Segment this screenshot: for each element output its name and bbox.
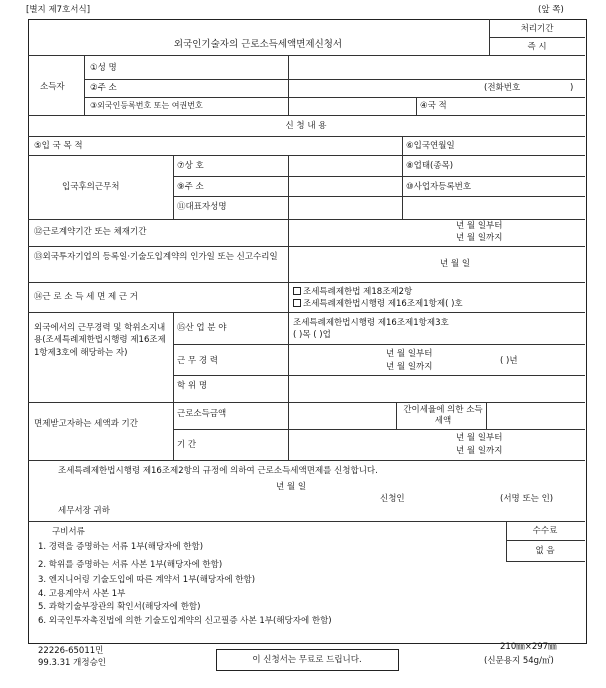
- entry-purpose-label: ⑤입 국 목 적: [34, 141, 83, 151]
- paper-type: (신문용지 54g/㎡): [484, 656, 554, 666]
- employer-label: 입국후의근무처: [62, 182, 120, 192]
- document-item: 6. 외국인투자촉진법에 의한 기술도입계약의 신고필증 사본 1부(해당자에 한함): [38, 616, 332, 626]
- income-earner-label: 소득자: [40, 82, 65, 92]
- period-label: 기 간: [177, 440, 197, 450]
- checkbox-icon: [293, 287, 301, 295]
- section-title: 신 청 내 용: [285, 121, 327, 131]
- address-label: ②주 소: [90, 83, 117, 93]
- entry-date-label: ⑥입국연월일: [406, 141, 455, 151]
- declaration-date: 년 월 일: [276, 482, 307, 492]
- simple-tax-label: 간이세율에 의한 소득세액: [403, 405, 483, 427]
- signature-label: (서명 또는 인): [500, 494, 554, 504]
- exempt-tax-label: 면제받고자하는 세액과 기간: [34, 419, 138, 429]
- business-reg-label: ⑩사업자등록번호: [406, 182, 472, 192]
- industry-value-2: ( )목 ( )업: [293, 330, 331, 340]
- exemption-option-1[interactable]: [293, 287, 412, 297]
- processing-period-value: 즉 시: [527, 42, 547, 52]
- work-from: 년 월 일부터: [386, 349, 433, 359]
- degree-label: 학 위 명: [177, 381, 208, 391]
- nationality-label: ④국 적: [420, 101, 447, 111]
- income-amount-label: 근로소득금액: [177, 409, 227, 419]
- foreign-investment-label: ⑬외국투자기업의 등록일·기술도입계약의 인가일 또는 신고수리일: [34, 252, 278, 262]
- page-side-note: (앞 쪽): [538, 5, 564, 15]
- exemption-ground-label: ⑭근 로 소 득 세 면 제 근 거: [34, 292, 139, 302]
- phone-label: (전화번호: [484, 83, 521, 93]
- fee-value: 없 음: [535, 546, 555, 556]
- name-label: ①성 명: [90, 63, 117, 73]
- career-label: 외국에서의 근무경력 및 학위소지내용(조세특례제한법시행령 제16조제1항제3호에 해당하는 자): [34, 323, 166, 358]
- work-career-label: 근 무 경 력: [177, 356, 218, 366]
- industry-value-1: 조세특례제한법시행령 제16조제1항제3호: [293, 318, 449, 328]
- free-notice: 이 신청서는 무료로 드립니다.: [252, 655, 362, 665]
- exemption-option-1-text: 조세특례제한법 제18조제2항: [303, 287, 413, 297]
- contract-from: 년 월 일부터: [456, 221, 503, 231]
- processing-period-label: 처리기간: [520, 24, 554, 34]
- period-from: 년 월 일부터: [456, 433, 503, 443]
- contract-period-label: ⑫근로계약기간 또는 체재기간: [34, 227, 147, 237]
- recipient: 세무서장 귀하: [58, 506, 110, 516]
- period-to: 년 월 일까지: [456, 446, 503, 456]
- applicant-label: 신청인: [380, 494, 405, 504]
- business-type-label: ⑧업태(종목): [406, 161, 454, 171]
- document-item: 2. 학위를 증명하는 서류 사본 1부(해당자에 한함): [38, 560, 223, 570]
- document-item: 3. 엔지니어링 기술도입에 따른 계약서 1부(해당자에 한함): [38, 575, 256, 585]
- name-field[interactable]: [290, 64, 580, 76]
- exemption-option-2[interactable]: [293, 299, 463, 309]
- paper-size: 210㎜×297㎜: [500, 642, 557, 652]
- employer-address-label: ⑨주 소: [177, 182, 204, 192]
- document-item: 4. 고용계약서 사본 1부: [38, 589, 126, 599]
- form-number: [별지 제7호서식]: [26, 5, 91, 15]
- exemption-option-2-text: 조세특례제한법시행령 제16조제1항제( )호: [303, 299, 463, 309]
- document-item: 1. 경력을 증명하는 서류 1부(해당자에 한함): [38, 542, 204, 552]
- industry-label: ⑮산 업 분 야: [177, 323, 227, 333]
- representative-label: ⑪대표자성명: [177, 202, 227, 212]
- checkbox-icon: [293, 299, 301, 307]
- revision-approval: 99.3.31 개정승인: [38, 658, 106, 668]
- form-code: 22226-65011민: [38, 646, 104, 656]
- phone-close: ): [570, 83, 574, 93]
- id-number-label: ③외국인등록번호 또는 여권번호: [90, 101, 203, 110]
- document-item: 5. 과학기술부장관의 확인서(해당자에 한함): [38, 602, 201, 612]
- declaration-text: 조세특례제한법시행령 제16조제2항의 규정에 의하여 근로소득세액면제를 신청합니다.: [58, 466, 378, 476]
- fee-label: 수수료: [532, 526, 558, 536]
- work-to: 년 월 일까지: [386, 362, 433, 372]
- work-years: ( )년: [500, 356, 518, 366]
- contract-to: 년 월 일까지: [456, 233, 503, 243]
- form-title: 외국인기술자의 근로소득세액면제신청서: [173, 39, 343, 50]
- trade-name-label: ⑦상 호: [177, 161, 204, 171]
- documents-title: 구비서류: [52, 527, 85, 537]
- foreign-investment-date: 년 월 일: [440, 259, 471, 269]
